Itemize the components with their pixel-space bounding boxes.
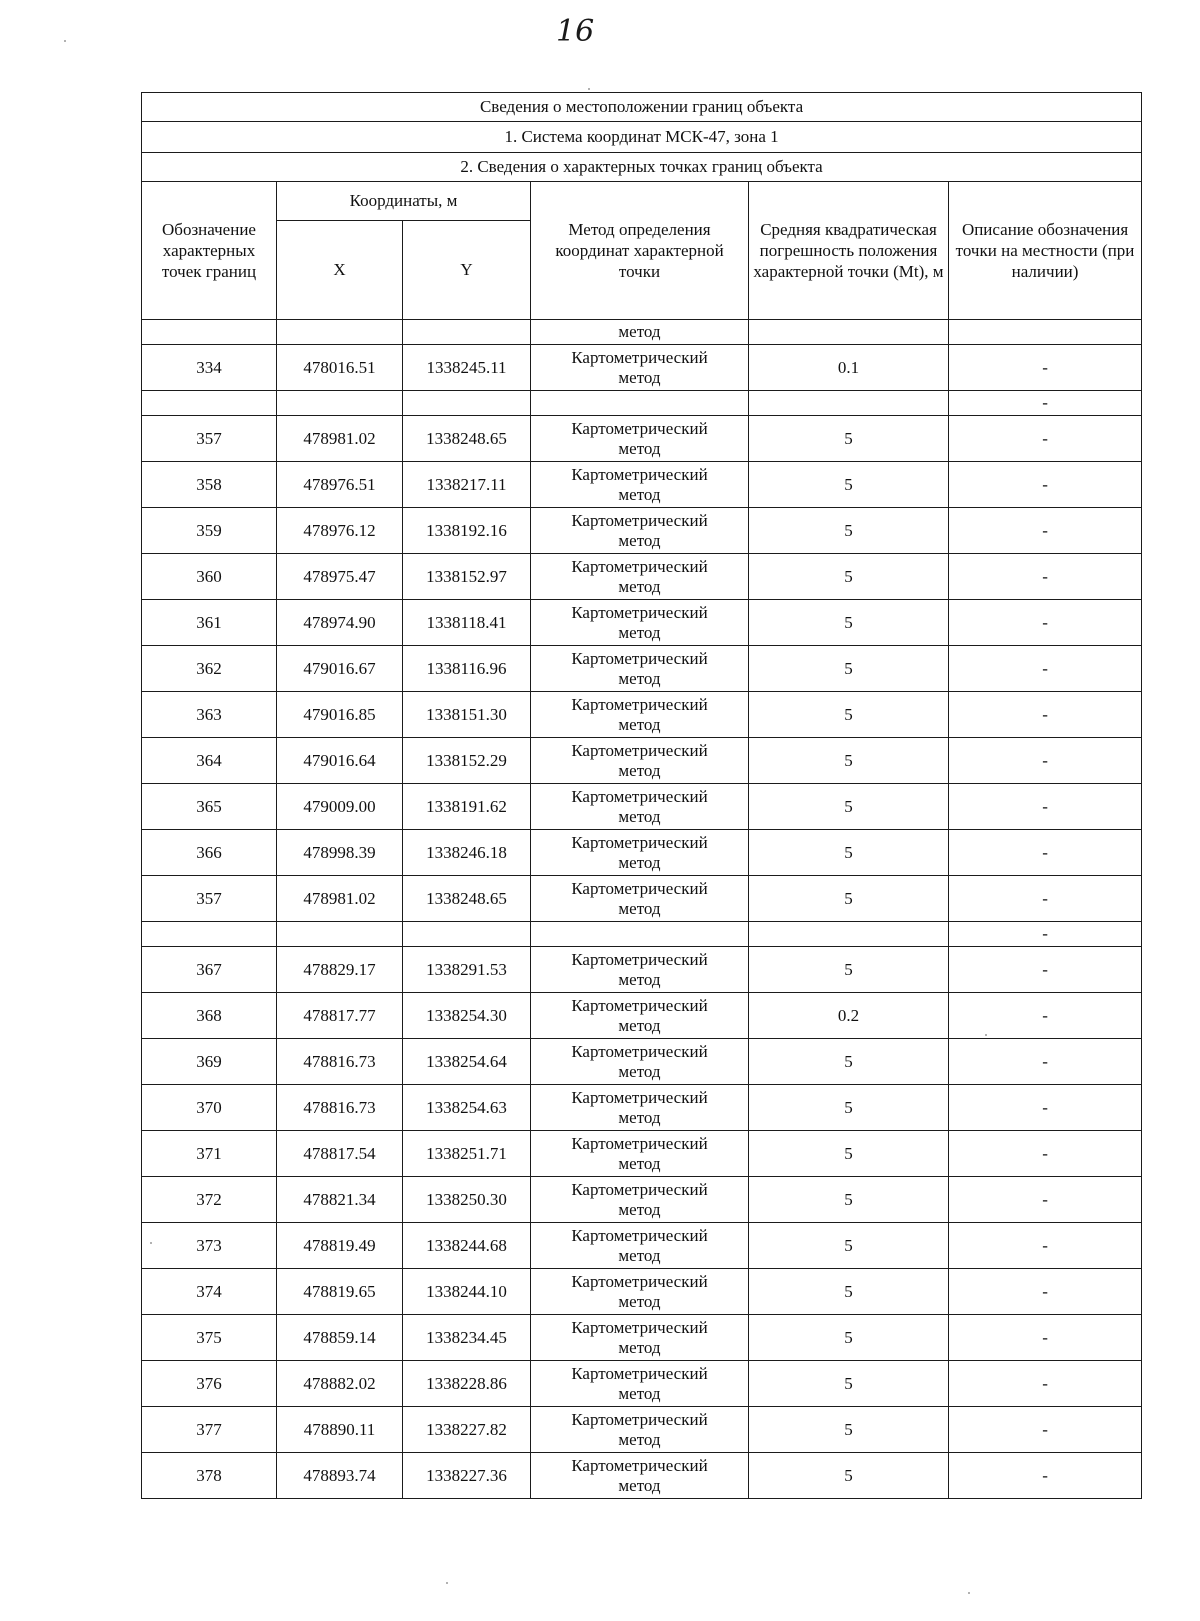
method-line-2: метод <box>618 1015 661 1035</box>
points-section-title: 2. Сведения о характерных точках границ объекта <box>142 153 1142 182</box>
description-cell: - <box>949 1315 1142 1361</box>
y-coordinate-cell <box>403 391 531 416</box>
description-cell: - <box>949 416 1142 462</box>
table-row <box>142 462 1142 508</box>
point-cell: 375 <box>142 1315 277 1361</box>
y-coordinate-cell: 1338245.11 <box>403 345 531 391</box>
y-coordinate-cell <box>403 320 531 345</box>
method-cell <box>531 1269 749 1315</box>
method-cell <box>531 830 749 876</box>
method-line-1: Картометрический <box>571 510 708 530</box>
accuracy-cell: 5 <box>749 1361 949 1407</box>
table-row <box>142 320 1142 345</box>
table-row <box>142 600 1142 646</box>
x-coordinate-cell: 478819.65 <box>277 1269 403 1315</box>
point-cell: 361 <box>142 600 277 646</box>
method-line-2: метод <box>618 714 661 734</box>
scan-speck <box>588 88 590 90</box>
x-coordinate-cell: 479009.00 <box>277 784 403 830</box>
method-cell <box>531 416 749 462</box>
table-row <box>142 646 1142 692</box>
table-row <box>142 784 1142 830</box>
method-line-2: метод <box>618 438 661 458</box>
table-row <box>142 416 1142 462</box>
point-cell: 363 <box>142 692 277 738</box>
method-line-2: метод <box>618 1383 661 1403</box>
y-coordinate-cell: 1338251.71 <box>403 1131 531 1177</box>
accuracy-cell: 5 <box>749 508 949 554</box>
y-coordinate-cell: 1338192.16 <box>403 508 531 554</box>
method-cell <box>531 600 749 646</box>
x-coordinate-cell <box>277 391 403 416</box>
description-cell: - <box>949 462 1142 508</box>
description-cell: - <box>949 1177 1142 1223</box>
method-line-2: метод <box>618 852 661 872</box>
table-row <box>142 508 1142 554</box>
y-coordinate-cell: 1338234.45 <box>403 1315 531 1361</box>
method-line-2: метод <box>618 969 661 989</box>
accuracy-cell: 5 <box>749 1269 949 1315</box>
description-cell: - <box>949 391 1142 416</box>
description-cell: - <box>949 784 1142 830</box>
accuracy-cell: 5 <box>749 646 949 692</box>
header-x: X <box>277 221 403 320</box>
method-line-1: Картометрический <box>571 1133 708 1153</box>
accuracy-cell <box>749 391 949 416</box>
point-cell: 368 <box>142 993 277 1039</box>
point-cell <box>142 922 277 947</box>
method-line-2: метод <box>618 1337 661 1357</box>
y-coordinate-cell: 1338244.10 <box>403 1269 531 1315</box>
method-cell <box>531 1453 749 1499</box>
table-row <box>142 993 1142 1039</box>
page-number: 16 <box>556 14 595 49</box>
y-coordinate-cell: 1338227.36 <box>403 1453 531 1499</box>
method-cell <box>531 1039 749 1085</box>
point-cell <box>142 391 277 416</box>
method-cell <box>531 692 749 738</box>
method-cell <box>531 784 749 830</box>
method-line-2: метод <box>618 1153 661 1173</box>
y-coordinate-cell: 1338254.64 <box>403 1039 531 1085</box>
method-cell <box>531 1407 749 1453</box>
method-line-2: метод <box>618 1245 661 1265</box>
x-coordinate-cell: 479016.67 <box>277 646 403 692</box>
table-row <box>142 1085 1142 1131</box>
description-cell: - <box>949 1039 1142 1085</box>
x-coordinate-cell: 478817.77 <box>277 993 403 1039</box>
description-cell: - <box>949 993 1142 1039</box>
x-coordinate-cell: 478981.02 <box>277 876 403 922</box>
description-cell: - <box>949 600 1142 646</box>
method-line-1: Картометрический <box>571 1363 708 1383</box>
method-cell <box>531 554 749 600</box>
x-coordinate-cell: 478882.02 <box>277 1361 403 1407</box>
x-coordinate-cell: 478817.54 <box>277 1131 403 1177</box>
y-coordinate-cell: 1338248.65 <box>403 876 531 922</box>
table-row <box>142 1407 1142 1453</box>
method-line-1: Картометрический <box>571 832 708 852</box>
accuracy-cell: 5 <box>749 416 949 462</box>
method-line-2: метод <box>618 530 661 550</box>
table-row <box>142 922 1142 947</box>
table-row <box>142 947 1142 993</box>
accuracy-cell <box>749 320 949 345</box>
y-coordinate-cell: 1338217.11 <box>403 462 531 508</box>
table-row <box>142 830 1142 876</box>
accuracy-cell: 5 <box>749 462 949 508</box>
method-line-1: Картометрический <box>571 556 708 576</box>
table-row <box>142 876 1142 922</box>
accuracy-cell: 5 <box>749 1223 949 1269</box>
accuracy-cell: 5 <box>749 738 949 784</box>
method-line-1: Картометрический <box>571 995 708 1015</box>
point-cell: 360 <box>142 554 277 600</box>
accuracy-cell: 5 <box>749 600 949 646</box>
description-cell: - <box>949 554 1142 600</box>
table-body <box>142 320 1142 1499</box>
method-line-1: Картометрический <box>571 648 708 668</box>
y-coordinate-cell: 1338248.65 <box>403 416 531 462</box>
table-title: Сведения о местоположении границ объекта <box>142 93 1142 122</box>
method-line-2: метод <box>618 1475 661 1495</box>
y-coordinate-cell: 1338227.82 <box>403 1407 531 1453</box>
accuracy-cell: 5 <box>749 1453 949 1499</box>
method-line-2: метод <box>618 622 661 642</box>
description-cell: - <box>949 345 1142 391</box>
description-cell: - <box>949 1085 1142 1131</box>
scan-speck <box>968 1592 970 1594</box>
x-coordinate-cell: 478821.34 <box>277 1177 403 1223</box>
coordinate-system: 1. Система координат МСК-47, зона 1 <box>142 122 1142 153</box>
scan-speck <box>446 1582 448 1584</box>
description-cell: - <box>949 947 1142 993</box>
description-cell: - <box>949 830 1142 876</box>
scan-speck <box>985 1034 987 1036</box>
y-coordinate-cell: 1338151.30 <box>403 692 531 738</box>
y-coordinate-cell: 1338116.96 <box>403 646 531 692</box>
accuracy-cell: 5 <box>749 554 949 600</box>
y-coordinate-cell: 1338152.29 <box>403 738 531 784</box>
method-cell <box>531 462 749 508</box>
method-line-1: Картометрический <box>571 786 708 806</box>
method-line-1: Картометрический <box>571 1409 708 1429</box>
method-line-1: Картометрический <box>571 1041 708 1061</box>
description-cell: - <box>949 1361 1142 1407</box>
y-coordinate-cell: 1338191.62 <box>403 784 531 830</box>
x-coordinate-cell: 478976.51 <box>277 462 403 508</box>
point-cell: 334 <box>142 345 277 391</box>
method-line-2: метод <box>618 1429 661 1449</box>
accuracy-cell: 5 <box>749 1315 949 1361</box>
point-cell: 373 <box>142 1223 277 1269</box>
y-coordinate-cell: 1338254.63 <box>403 1085 531 1131</box>
method-cell <box>531 320 749 345</box>
x-coordinate-cell: 478981.02 <box>277 416 403 462</box>
description-cell: - <box>949 508 1142 554</box>
header-method: Метод определения координат характерной точки <box>531 182 749 320</box>
method-line-2: метод <box>618 760 661 780</box>
x-coordinate-cell: 479016.64 <box>277 738 403 784</box>
table-row <box>142 1039 1142 1085</box>
method-line-2: метод <box>618 367 661 387</box>
table-row <box>142 1177 1142 1223</box>
y-coordinate-cell <box>403 922 531 947</box>
point-cell: 372 <box>142 1177 277 1223</box>
accuracy-cell: 5 <box>749 1039 949 1085</box>
y-coordinate-cell: 1338250.30 <box>403 1177 531 1223</box>
point-cell: 366 <box>142 830 277 876</box>
table-row <box>142 391 1142 416</box>
method-cell <box>531 1085 749 1131</box>
method-cell <box>531 993 749 1039</box>
description-cell <box>949 320 1142 345</box>
accuracy-cell: 5 <box>749 692 949 738</box>
method-line-2: метод <box>618 898 661 918</box>
method-line-1: Картометрический <box>571 347 708 367</box>
description-cell: - <box>949 1269 1142 1315</box>
y-coordinate-cell: 1338152.97 <box>403 554 531 600</box>
point-cell: 357 <box>142 876 277 922</box>
method-line-2: метод <box>618 806 661 826</box>
point-cell: 374 <box>142 1269 277 1315</box>
table-row <box>142 692 1142 738</box>
method-line-2: метод <box>618 1107 661 1127</box>
x-coordinate-cell: 479016.85 <box>277 692 403 738</box>
table-row <box>142 738 1142 784</box>
method-line-2: метод <box>618 1061 661 1081</box>
description-cell: - <box>949 692 1142 738</box>
x-coordinate-cell: 478816.73 <box>277 1039 403 1085</box>
x-coordinate-cell: 478016.51 <box>277 345 403 391</box>
method-line-1: Картометрический <box>571 1317 708 1337</box>
point-cell: 378 <box>142 1453 277 1499</box>
method-cell <box>531 1315 749 1361</box>
y-coordinate-cell: 1338254.30 <box>403 993 531 1039</box>
header-coordinates: Координаты, м <box>277 182 531 221</box>
point-cell: 364 <box>142 738 277 784</box>
method-cell <box>531 646 749 692</box>
description-cell: - <box>949 1223 1142 1269</box>
table-row <box>142 1269 1142 1315</box>
x-coordinate-cell: 478890.11 <box>277 1407 403 1453</box>
method-line-2: метод <box>618 1291 661 1311</box>
method-line-1: Картометрический <box>571 1179 708 1199</box>
x-coordinate-cell: 478998.39 <box>277 830 403 876</box>
method-cell <box>531 1131 749 1177</box>
point-cell: 359 <box>142 508 277 554</box>
method-cell <box>531 1361 749 1407</box>
method-line-1: Картометрический <box>571 949 708 969</box>
method-line-1: Картометрический <box>571 740 708 760</box>
accuracy-cell: 5 <box>749 1131 949 1177</box>
method-line-1: Картометрический <box>571 1455 708 1475</box>
point-cell: 358 <box>142 462 277 508</box>
table-row <box>142 345 1142 391</box>
accuracy-cell: 5 <box>749 1407 949 1453</box>
table-row <box>142 1131 1142 1177</box>
method-line-1: Картометрический <box>571 418 708 438</box>
x-coordinate-cell: 478816.73 <box>277 1085 403 1131</box>
method-cell <box>531 738 749 784</box>
method-cell <box>531 391 749 416</box>
description-cell: - <box>949 738 1142 784</box>
method-line-2: метод <box>618 1199 661 1219</box>
y-coordinate-cell: 1338291.53 <box>403 947 531 993</box>
accuracy-cell: 0.1 <box>749 345 949 391</box>
x-coordinate-cell: 478829.17 <box>277 947 403 993</box>
method-line-1: Картометрический <box>571 1087 708 1107</box>
method-cell <box>531 947 749 993</box>
x-coordinate-cell: 478975.47 <box>277 554 403 600</box>
table-row <box>142 554 1142 600</box>
method-line-2: метод <box>618 668 661 688</box>
accuracy-cell: 5 <box>749 1177 949 1223</box>
point-cell: 357 <box>142 416 277 462</box>
method-cell <box>531 345 749 391</box>
method-cell <box>531 508 749 554</box>
accuracy-cell: 5 <box>749 1085 949 1131</box>
x-coordinate-cell <box>277 320 403 345</box>
header-description: Описание обозначения точки на местности (при наличии) <box>949 182 1142 320</box>
method-cell <box>531 922 749 947</box>
point-cell: 377 <box>142 1407 277 1453</box>
accuracy-cell: 0.2 <box>749 993 949 1039</box>
point-cell: 376 <box>142 1361 277 1407</box>
accuracy-cell <box>749 922 949 947</box>
description-cell: - <box>949 1131 1142 1177</box>
accuracy-cell: 5 <box>749 876 949 922</box>
description-cell: - <box>949 1407 1142 1453</box>
y-coordinate-cell: 1338244.68 <box>403 1223 531 1269</box>
accuracy-cell: 5 <box>749 947 949 993</box>
y-coordinate-cell: 1338228.86 <box>403 1361 531 1407</box>
point-cell: 362 <box>142 646 277 692</box>
header-accuracy: Средняя квадратическая погрешность положения характерной точки (Mt), м <box>749 182 949 320</box>
point-cell: 365 <box>142 784 277 830</box>
x-coordinate-cell: 478893.74 <box>277 1453 403 1499</box>
y-coordinate-cell: 1338118.41 <box>403 600 531 646</box>
method-cell <box>531 1177 749 1223</box>
header-point: Обозначение характерных точек границ <box>142 182 277 320</box>
description-cell: - <box>949 1453 1142 1499</box>
method-line-2: метод <box>618 576 661 596</box>
point-cell: 370 <box>142 1085 277 1131</box>
method-line-1: Картометрический <box>571 464 708 484</box>
header-y: Y <box>403 221 531 320</box>
boundary-points-table <box>141 92 1142 1499</box>
scan-speck <box>150 1242 152 1244</box>
scan-speck <box>64 40 66 42</box>
accuracy-cell: 5 <box>749 784 949 830</box>
point-cell: 369 <box>142 1039 277 1085</box>
method-line-1: Картометрический <box>571 602 708 622</box>
x-coordinate-cell: 478819.49 <box>277 1223 403 1269</box>
method-line-2: метод <box>618 484 661 504</box>
method-line-1: метод <box>618 322 661 341</box>
x-coordinate-cell: 478859.14 <box>277 1315 403 1361</box>
x-coordinate-cell <box>277 922 403 947</box>
x-coordinate-cell: 478976.12 <box>277 508 403 554</box>
description-cell: - <box>949 646 1142 692</box>
accuracy-cell: 5 <box>749 830 949 876</box>
point-cell <box>142 320 277 345</box>
description-cell: - <box>949 876 1142 922</box>
table-row <box>142 1315 1142 1361</box>
table-row <box>142 1361 1142 1407</box>
point-cell: 367 <box>142 947 277 993</box>
method-cell <box>531 1223 749 1269</box>
point-cell: 371 <box>142 1131 277 1177</box>
y-coordinate-cell: 1338246.18 <box>403 830 531 876</box>
table-row <box>142 1453 1142 1499</box>
method-cell <box>531 876 749 922</box>
x-coordinate-cell: 478974.90 <box>277 600 403 646</box>
method-line-1: Картометрический <box>571 694 708 714</box>
method-line-1: Картометрический <box>571 878 708 898</box>
method-line-1: Картометрический <box>571 1271 708 1291</box>
method-line-1: Картометрический <box>571 1225 708 1245</box>
table-row <box>142 1223 1142 1269</box>
description-cell: - <box>949 922 1142 947</box>
